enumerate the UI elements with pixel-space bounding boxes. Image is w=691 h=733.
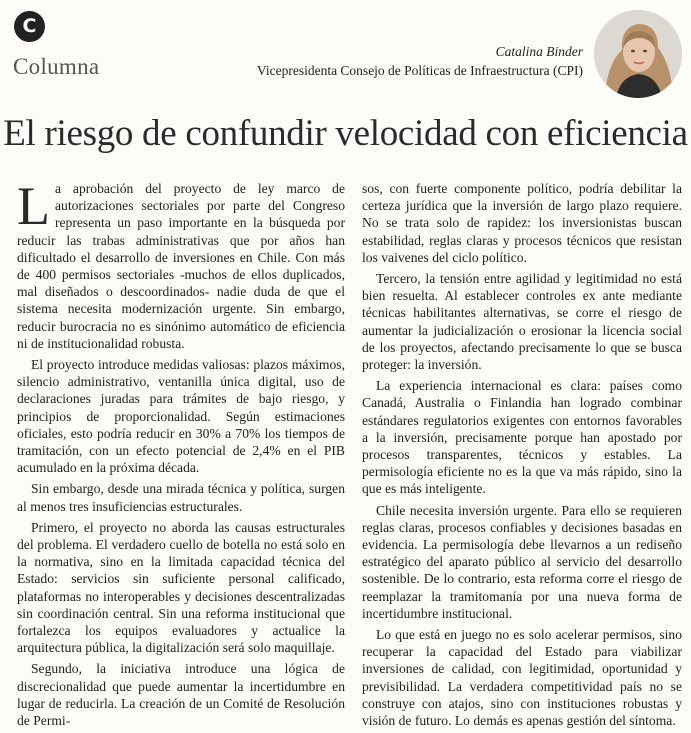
drop-cap: L (17, 176, 50, 236)
article-paragraph: Primero, el proyecto no aborda las causas estructurales del problema. El verdadero cuello de botella no está solo en la normativa, sino en la limitada capacidad técnica del Estado: servicios sin suficiente personal calificado, plataformas no interoperables y decisiones descentralizadas sin coordinación central. Sin una reforma institucional que fortalezca los equipos evaluadores y actualice la arquitectura pública, la digitalización será solo maquillaje. (17, 519, 345, 656)
article-paragraph: Tercero, la tensión entre agilidad y legitimidad no está bien resuelta. Al establecer controles ex ante mediante técnicas habilitantes alternativas, se corre el riesgo de aumentar la judicialización o erosionar la licencia social de los proyectos, afectando precisamente lo que se busca proteger: la inversión. (362, 271, 682, 373)
article-paragraph: El proyecto introduce medidas valiosas: plazos máximos, silencio administrativo, ventanilla única digital, uso de declaraciones juradas para trámites de bajo riesgo, y principios de proporcionalidad. Según estimaciones oficiales, esto podría reducir en 30% a 70% los tiempos de tramitación, con un efecto potencial de 2,4% en el PIB acumulado en la próxima década. (17, 357, 345, 476)
article-paragraph: La experiencia internacional es clara: países como Canadá, Australia o Finlandia han logrado combinar estándares regulatorios exigentes con entornos favorables a la inversión, precisamente porque han apostado por procesos transparentes, técnicos y estables. La permisología eficiente no es la que va más rápido, sino la que es más inteligente. (362, 378, 682, 497)
article-headline: El riesgo de confundir velocidad con eficiencia (3, 113, 688, 154)
article-paragraph: sos, con fuerte componente político, podría debilitar la certeza jurídica que la inversión de largo plazo requiere. No se trata solo de rapidez: los inversionistas buscan estabilidad, reglas claras y procesos técnicos que resistan los vaivenes del ciclo político. (362, 181, 682, 265)
article-column-right (362, 180, 682, 733)
article-paragraph: Sin embargo, desde una mirada técnica y política, surgen al menos tres insuficiencias estructurales. (17, 481, 345, 514)
article-paragraph: Segundo, la iniciativa introduce una lógica de discrecionalidad que puede aumentar la incertidumbre en lugar de reducirla. La creación de un Comité de Resolución de Permi- (17, 661, 345, 729)
article-paragraph: La aprobación del proyecto de ley marco de autorizaciones sectoriales por parte del Congreso representa un paso importante en la búsqueda por reducir las trabas administrativas que por años han dificultado el desarrollo de inversiones en Chile. Con más de 400 permisos sectoriales -muchos de ellos duplicados, mal diseñados o descoordinados- nadie duda de que el sistema necesita modernización urgente. Sin embargo, reducir burocracia no es sinónimo automático de eficiencia ni de institucionalidad robusta. (17, 176, 345, 351)
article-paragraph: Lo que está en juego no es solo acelerar permisos, sino recuperar la capacidad del Estado para viabilizar inversiones de calidad, con legitimidad, oportunidad y previsibilidad. La verdadera competitividad país no se construye con atajos, sino con instituciones robustas y visión de futuro. Lo demás es apenas gestión del síntoma. (362, 627, 682, 729)
article-column-left (17, 176, 345, 733)
section-label: Columna (13, 54, 100, 79)
column-badge: C (14, 11, 45, 42)
author-photo (594, 10, 682, 98)
author-name: Catalina Binder (495, 44, 583, 59)
article-paragraph: Chile necesita inversión urgente. Para ello se requieren reglas claras, procesos confiables y decisiones basadas en evidencia. La permisología debe llevarnos a un rediseño estratégico del aparato público al servicio del desarrollo sostenible. De lo contrario, esta reforma corre el riesgo de reemplazar la tramitomanía por una nueva forma de incertidumbre institucional. (362, 502, 682, 621)
author-role: Vicepresidenta Consejo de Políticas de Infraestructura (CPI) (256, 63, 583, 78)
